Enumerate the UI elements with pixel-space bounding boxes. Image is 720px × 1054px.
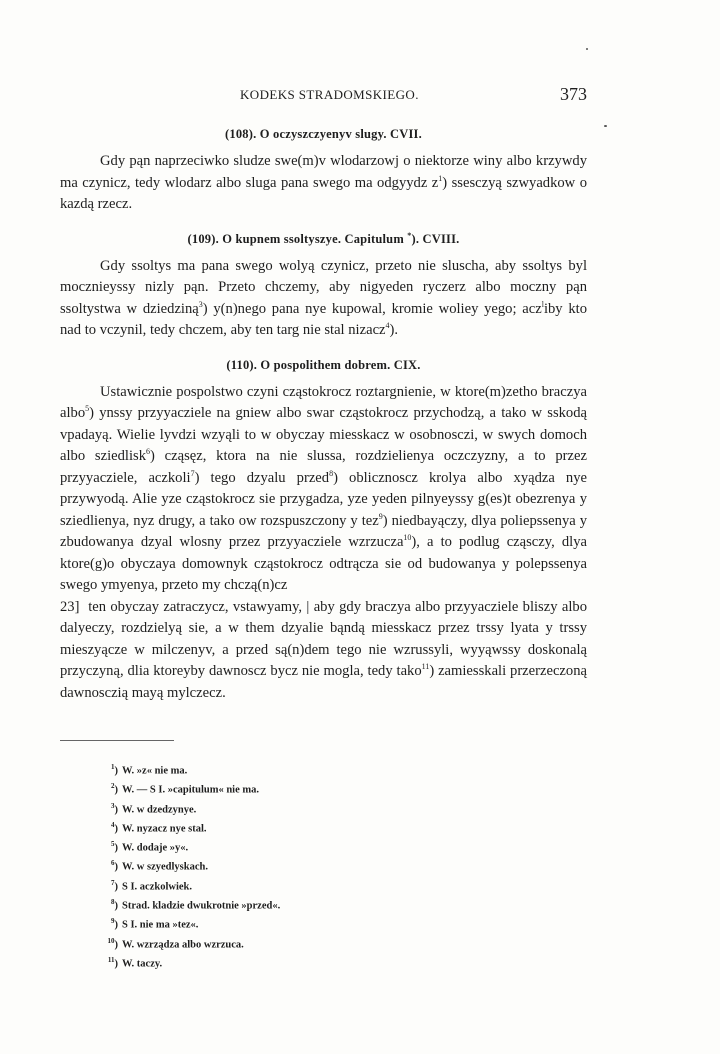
- running-header: [60, 84, 587, 109]
- footnote: $^{10}$) W. wzrządza albo wzrzuca.: [107, 936, 244, 951]
- footnote: $^9$) S I. nie ma »tez«.: [111, 917, 199, 931]
- footnote-ref: 1: [438, 173, 443, 183]
- footnote-ref: 8: [329, 468, 334, 478]
- interlinear-letter: l: [541, 299, 544, 309]
- footnote-ref: 5: [85, 404, 90, 414]
- footnote-ref: 7: [190, 468, 195, 478]
- section-paragraph-110-cont: 23] ten obyczay zatraczycz, vstawyamy, | aby gdy braczya albo przyyacziele bliszy albo dalyeczy, rozdzielyą sie, a w them dzyalie bąndą miesskacz przez trssy lyata y trssy mieszyącze w milczenyv, a przed są(n)dem tego nie wzrussyli, wyyąwssy doskonalą przyczyną, dlia ktoreyby dawnoscz bycz nie mogla, tedy tako$^{11}$) zamiesskali przerzeczoną dawnosczią mayą mylczecz.: [60, 598, 587, 701]
- footnote-separator: [60, 740, 174, 741]
- footnote-ref: 9: [378, 511, 383, 521]
- footnote: $^7$) S I. aczkolwiek.: [111, 878, 193, 893]
- footnote: $^5$) W. dodaje »y«.: [111, 840, 189, 854]
- section-paragraph-110: Ustawicznie pospolstwo czyni cząstokrocz roztargnienie, w ktore(m)zetho braczya albo$^5$) ynssy przyyacziele na gniew albo swar cząstokrocz przychodzą, a tako w sskodą vpadayą. Wielie lyvdzi wzyąli to w obyczay miesskacz w osobnosczi, w swych domoch albo sziedlisk$^6$) cząsęz, ktora na nie slussa, rozdzielienya oczczyzny, a to przez przyyacziele, aczkoli$^7$) tego dzyalu przed$^8$) oblicznoscz krolya albo xyądza nye przywyodą. Alie yze cząstokrocz sie przygadza, yze yeden pilnyeyssy g(es)t obezrenya y sziedlienya, nyz drugy, a tako ow rozspuszczony y tez$^9$) niedbayączy, dlya poliepssenya y zbudowanya dzyal wlosny przez przyyacziele wzrzucza$^{10}$), a to podlug cząsczy, dlya ktore(g)o obyczaya domownyk cząstokrocz odtrącza sie od budowanya y polepssenya swego ymyenya, przeto my chczą(n)cz: [60, 383, 588, 593]
- footnote-ref: 3: [198, 299, 203, 309]
- speck-dot: [586, 48, 588, 50]
- main-text: [60, 127, 587, 704]
- folio-marker: 23]: [60, 598, 80, 615]
- section-paragraph-108: Gdy pąn naprzeciwko sludze swe(m)v wlodarzowj o niektorze winy albo krzywdy ma czynicz, tedy wlodarz albo sluga pana swego ma odgyydz $z^1$) ssesczyą szwyadkow o kazdą rzecz.: [60, 153, 587, 212]
- footnote: $^1$) W. »z« nie ma.: [111, 763, 188, 777]
- section-heading-108: (108). O oczyszczyenyv slugy. CVII.: [225, 127, 422, 141]
- speck-dot: [604, 125, 607, 127]
- footnote: $^4$) W. nyzacz nye stal.: [111, 820, 207, 835]
- page-number: 373: [560, 84, 587, 104]
- footnote: $^8$) Strad. kladzie dwukrotnie »przed«.: [111, 898, 281, 912]
- footnote-ref: *: [407, 230, 412, 240]
- footnote-ref: 10: [403, 533, 412, 543]
- footnote-ref: 4: [385, 321, 390, 331]
- footnotes: [100, 760, 500, 972]
- footnote: $^3$) W. w dzedzynye.: [111, 801, 197, 816]
- section-heading-110: (110). O pospolithem dobrem. CIX.: [226, 357, 421, 372]
- section-heading-109: (109). O kupnem ssoltyszye. Capitulum *). CVIII.: [187, 230, 460, 246]
- footnote: $^6$) W. w szyedlyskach.: [111, 859, 208, 873]
- footnote-ref: 6: [146, 447, 150, 457]
- footnote: $^2$) W. — S I. »capitulum« nie ma.: [111, 782, 260, 796]
- footnote: $^{11}$) W. taczy.: [107, 955, 163, 970]
- footnote-ref: 11: [421, 662, 430, 672]
- section-paragraph-109: Gdy ssoltys ma pana swego wolyą czynicz, przeto nie sluscha, aby ssoltys byl mocznieyssy nizly pąn. Przeto chczemy, aby nigyeden ryczerz albo moczny pąn ssoltystwa w dziedziną$^3$) y(n)nego pana nye kupowal, kromie woliey yego; acz$^l$iby kto nad to vczynil, tedy chczem, aby ten targ nie stal nizacz$^4$).: [60, 257, 587, 338]
- running-title: KODEKS STRADOMSKIEGO.: [240, 87, 419, 102]
